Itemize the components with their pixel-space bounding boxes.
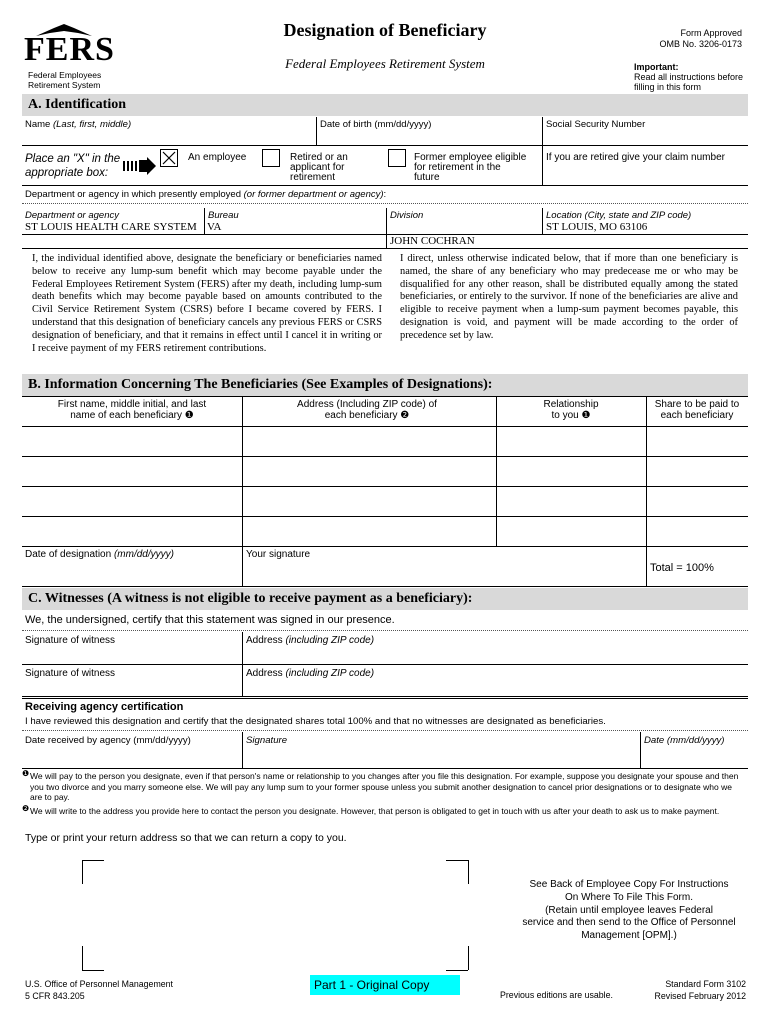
x-mark-icon: [161, 150, 177, 166]
place-x-line-1: Place an "X" in the: [25, 153, 121, 165]
ssn-label: Social Security Number: [546, 119, 646, 130]
logo-subtitle-1: Federal Employees: [28, 70, 102, 80]
witness-2-signature-label: Signature of witness: [25, 668, 116, 679]
dept-label: Department or agency: [25, 210, 119, 221]
footer-standard-form: Standard Form 3102: [665, 979, 746, 989]
col-header-name-1: First name, middle initial, and last: [57, 399, 207, 410]
dept-value[interactable]: ST LOUIS HEALTH CARE SYSTEM: [25, 221, 197, 233]
witness-certify: We, the undersigned, certify that this statement was signed in our presence.: [25, 614, 395, 626]
employee-checkbox[interactable]: [160, 149, 178, 167]
retired-checkbox[interactable]: [262, 149, 280, 167]
fers-logo: [24, 22, 115, 92]
footnote-1-marker: ❶: [22, 769, 30, 778]
omb-number: OMB No. 3206-0173: [659, 39, 742, 49]
witness-1-address-label: Address (including ZIP code): [246, 635, 375, 646]
witness-2-address-label: Address (including ZIP code): [246, 668, 375, 679]
table-row[interactable]: [22, 486, 748, 487]
table-row[interactable]: [22, 516, 748, 517]
table-row[interactable]: [22, 456, 748, 457]
date-designation-label: Date of designation (mm/dd/yyyy): [25, 549, 174, 560]
return-address-label: Type or print your return address so that we can return a copy to you.: [25, 832, 347, 844]
option-retired-3: retirement: [290, 172, 336, 183]
instructions-line-5: Management [OPM].): [581, 930, 677, 942]
designation-paragraph-left: I, the individual identified above, designate the beneficiary or beneficiaries named below to receive any lump-sum benefit which may become payable under the Federal Employees Retirement System (FERS) after my death, including lump-sum death benefits which may become payable based on amounts contributed to the Civil Service Retirement System (CSRS) before I became covered by FERS. I understand that this designation of beneficiary cancels any previous FERS or CSRS designation of beneficiary, and that it remains in effect until I cancel it in writing or I receive payment of my FERS retirement contributions.: [32, 253, 382, 354]
logo-subtitle-2: Retirement System: [28, 80, 101, 90]
footer-previous: Previous editions are usable.: [500, 990, 613, 1000]
option-retired-1: Retired or an: [290, 152, 348, 163]
agency-signature-label: Signature: [246, 735, 288, 746]
col-header-share-1: Share to be paid to: [654, 399, 740, 410]
option-former-2: for retirement in the: [414, 162, 501, 173]
instructions-line-3: (Retain until employee leaves Federal: [545, 904, 713, 916]
claim-label: If you are retired give your claim number: [546, 152, 725, 163]
footnote-2-marker: ❷: [22, 804, 30, 813]
place-x-line-2: appropriate box:: [25, 167, 109, 179]
bureau-value[interactable]: VA: [207, 221, 222, 233]
logo-text: FERS: [24, 31, 115, 68]
witness-1-signature-label: Signature of witness: [25, 635, 116, 646]
copy-label: Part 1 - Original Copy: [310, 975, 460, 995]
section-b-heading: B. Information Concerning The Beneficiaries (See Examples of Designations):: [22, 374, 748, 396]
location-label: Location (City, state and ZIP code): [546, 210, 692, 221]
arrow-icon: [123, 157, 157, 175]
col-header-address-2: each beneficiary ❷: [324, 410, 410, 421]
footnote-2: We will write to the address you provide here to contact the person you designate. However, that person is obligated to get in touch with us after your death to ask us to make payment.: [30, 806, 720, 816]
former-checkbox[interactable]: [388, 149, 406, 167]
col-header-name-2: name of each beneficiary ❶: [70, 410, 194, 421]
date-received-label: Date received by agency (mm/dd/yyyy): [25, 735, 191, 746]
col-header-address-1: Address (Including ZIP code) of: [297, 399, 437, 410]
designation-paragraph-right: I direct, unless otherwise indicated below, that if more than one beneficiary is named, the share of any beneficiary who may predecease me or who may be disqualified for any other reason, shall be distributed equally among the stated beneficiaries, or entirely to the survivor. If none of the beneficiaries are alive and eligible to receive payment when a lump-sum payment becomes payable, this designation is void, and payment will be made according to the order of precedence set by law.: [400, 253, 738, 341]
name-label: Name (Last, first, middle): [25, 119, 132, 130]
col-header-relationship-2: to you ❶: [551, 410, 591, 421]
section-c-heading: C. Witnesses (A witness is not eligible to receive payment as a beneficiary):: [22, 588, 748, 610]
form-subtitle: Federal Employees Retirement System: [285, 56, 485, 71]
col-header-share-2: each beneficiary: [660, 410, 734, 421]
dob-label: Date of birth (mm/dd/yyyy): [320, 119, 432, 130]
total-share: Total = 100%: [650, 562, 714, 574]
option-retired-2: applicant for: [290, 162, 345, 173]
location-value[interactable]: ST LOUIS, MO 63106: [546, 221, 648, 233]
option-former-3: future: [414, 172, 440, 183]
footer-revised: Revised February 2012: [654, 991, 746, 1001]
important-line-1: Read all instructions before: [634, 72, 744, 82]
division-label: Division: [390, 210, 424, 221]
instructions-line-2: On Where To File This Form.: [565, 891, 693, 903]
instructions-block: [500, 879, 758, 943]
col-header-relationship-1: Relationship: [543, 399, 599, 410]
form-title: Designation of Beneficiary: [283, 20, 487, 40]
division-value[interactable]: JOHN COCHRAN: [390, 235, 475, 247]
footnote-1: We will pay to the person you designate, even if that person's name or relationship to you changes after you file this designation. For example, suppose you designate your spouse and then you two divorce and you marry someone else. We will pay any lump sum to your former spouse unless you submit another designation to cancel prior designations or to designate who we are to pay.: [30, 771, 739, 802]
option-employee: An employee: [188, 152, 247, 163]
footer-cfr: 5 CFR 843.205: [25, 991, 85, 1001]
section-a-heading: A. Identification: [22, 94, 748, 116]
option-former-1: Former employee eligible: [414, 152, 527, 163]
return-address-box[interactable]: [82, 860, 470, 972]
dept-caption: Department or agency in which presently employed (or former department or agency):: [25, 189, 387, 200]
agency-date-label: Date (mm/dd/yyyy): [644, 735, 725, 746]
beneficiary-table: [22, 396, 748, 546]
important-line-2: filling in this form: [634, 82, 702, 92]
instructions-line-4: service and then send to the Office of Personnel: [522, 917, 736, 929]
instructions-line-1: See Back of Employee Copy For Instructions: [529, 879, 729, 890]
agency-statement: I have reviewed this designation and certify that the designated shares total 100% and that no witnesses are designated as beneficiaries.: [25, 716, 606, 727]
important-label: Important:: [634, 62, 679, 72]
footer-opm: U.S. Office of Personnel Management: [25, 979, 173, 989]
your-signature-label: Your signature: [246, 549, 311, 560]
form-approved: Form Approved: [680, 28, 742, 38]
agency-heading: Receiving agency certification: [25, 701, 184, 713]
bureau-label: Bureau: [208, 210, 239, 221]
